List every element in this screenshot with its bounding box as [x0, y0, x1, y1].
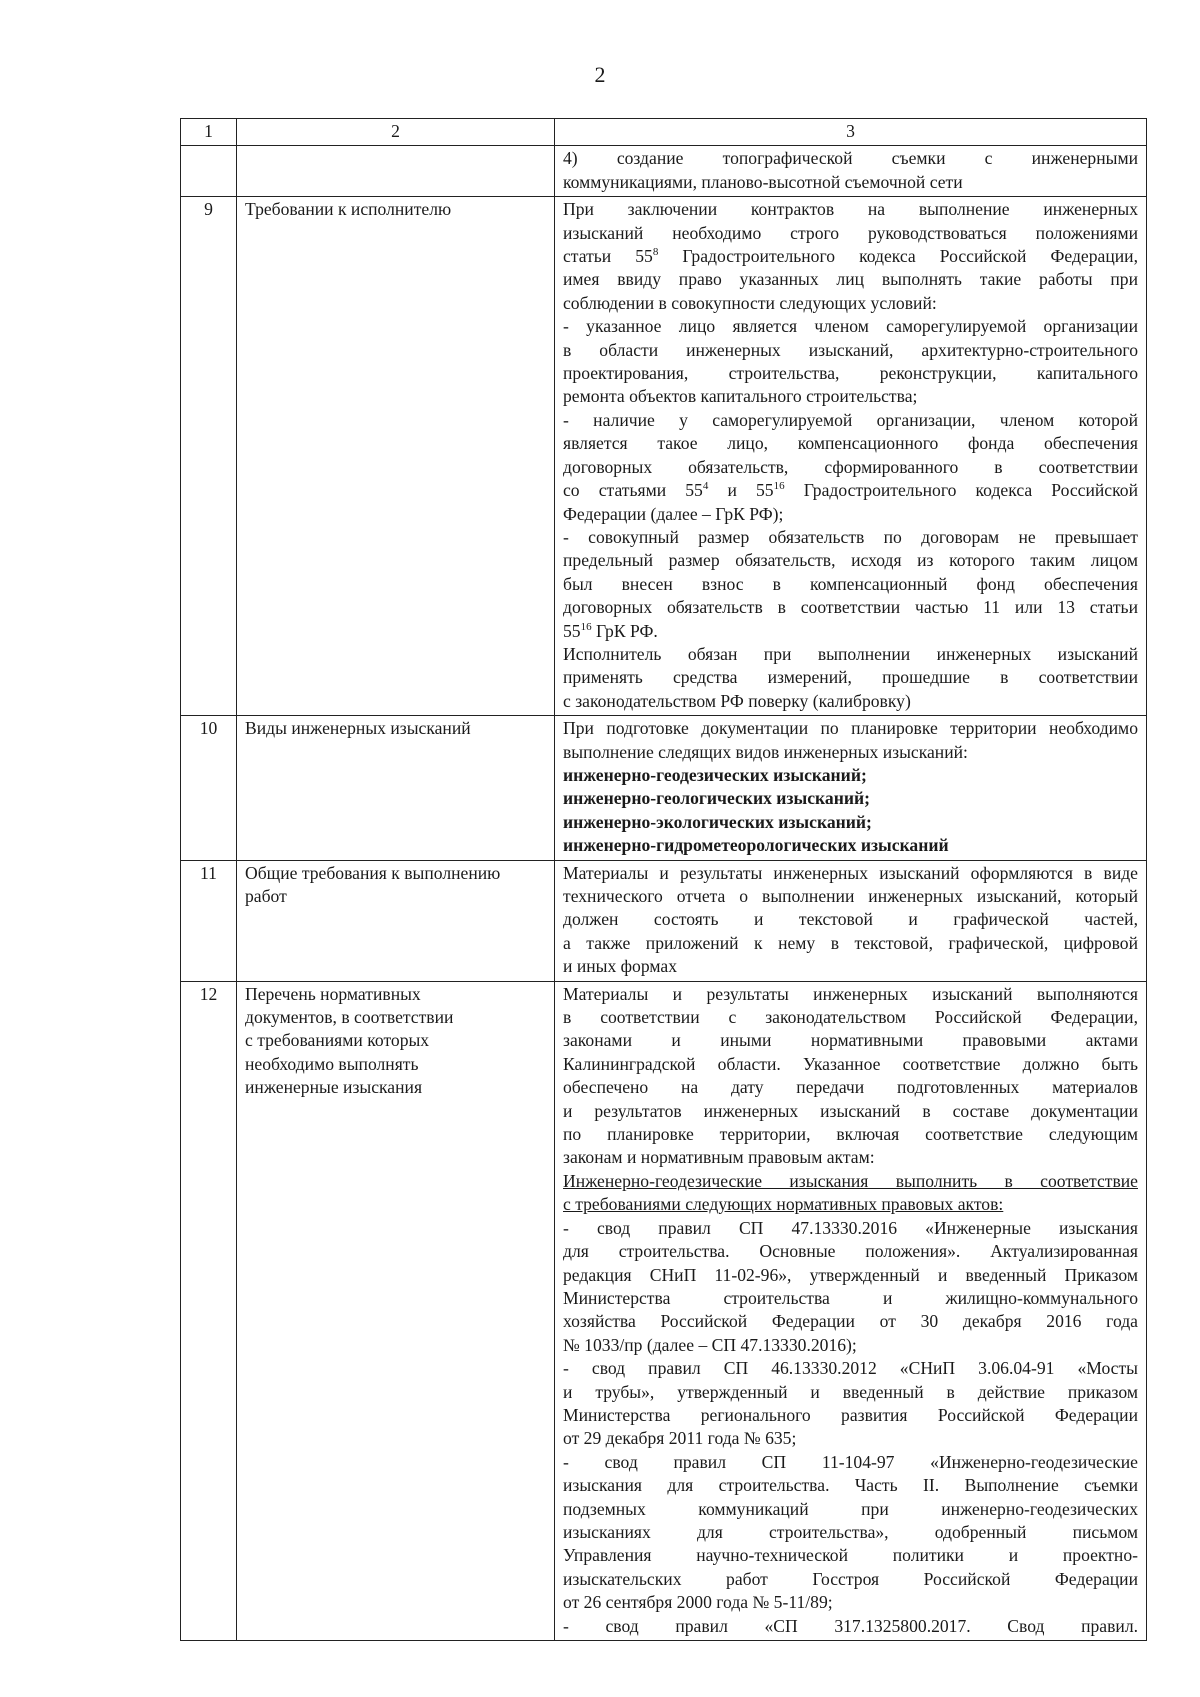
desc-line: с законодательством РФ поверку (калибровку)	[563, 690, 911, 711]
desc-line: технического отчета о выполнении инженерных изысканий, который	[563, 886, 1138, 906]
desc-line: и трубы», утвержденный и введенный в действие приказом	[563, 1381, 1138, 1402]
row-name	[237, 981, 555, 1640]
row-number	[181, 146, 237, 197]
row-name: Виды инженерных изысканий	[237, 716, 555, 860]
desc-line: Материалы и результаты инженерных изысканий выполняются	[563, 983, 1138, 1004]
desc-line: изыскания для строительства. Часть II. Выполнение съемки	[563, 1475, 1138, 1496]
desc-line: выполнение следящих видов инженерных изысканий:	[563, 741, 968, 762]
desc-line: - свод правил СП 11-104-97 «Инженерно-геодезические	[563, 1451, 1138, 1472]
desc-line	[563, 479, 1138, 502]
desc-text: со статьями 55	[563, 480, 703, 501]
desc-line: При подготовке документации по планировке территории необходимо	[563, 718, 1138, 739]
desc-line: - свод правил СП 47.13330.2016 «Инженерные изыскания	[563, 1217, 1138, 1238]
desc-line	[563, 620, 1138, 643]
desc-line: Министерства регионального развития Российской Федерации	[563, 1404, 1138, 1425]
desc-line: должен состоять и текстовой и графической частей,	[563, 909, 1138, 930]
desc-line: При заключении контрактов на выполнение инженерных	[563, 199, 1138, 220]
row-number: 12	[181, 981, 237, 1640]
desc-line: и иных формах	[563, 956, 678, 977]
desc-line: в области инженерных изысканий, архитектурно-строительного	[563, 339, 1138, 360]
desc-text: ГрК РФ.	[591, 620, 658, 641]
desc-line: - свод правил СП 46.13330.2012 «СНиП 3.06.04-91 «Мосты	[563, 1358, 1138, 1379]
header-col-2: 2	[237, 119, 555, 146]
desc-line-bold: инженерно-экологических изысканий;	[563, 811, 872, 832]
desc-line: изыскательских работ Госстроя Российской Федерации	[563, 1568, 1138, 1589]
desc-line: и результатов инженерных изысканий в составе документации	[563, 1100, 1138, 1121]
desc-text: статьи 55	[563, 246, 653, 267]
desc-line: в соответствии с законодательством Российской Федерации,	[563, 1007, 1138, 1028]
desc-line-bold: инженерно-геологических изысканий;	[563, 788, 870, 809]
name-line: Перечень нормативных	[245, 983, 421, 1004]
desc-line	[563, 245, 1138, 268]
desc-line-bold: инженерно-гидрометеорологических изысканий	[563, 835, 949, 856]
table-row	[181, 197, 1147, 716]
desc-line: хозяйства Российской Федерации от 30 декабря 2016 года	[563, 1311, 1138, 1332]
name-line: работ	[245, 886, 287, 906]
desc-line: Управления научно-технической политики и проектно-	[563, 1545, 1138, 1566]
desc-line: от 29 декабря 2011 года № 635;	[563, 1428, 797, 1449]
desc-line: - указанное лицо является членом саморегулируемой организации	[563, 316, 1138, 337]
name-line: инженерные изыскания	[245, 1077, 423, 1098]
requirements-table	[180, 118, 1147, 1641]
desc-line: Министерства строительства и жилищно-коммунального	[563, 1287, 1138, 1308]
row-description	[555, 146, 1147, 197]
page-number: 2	[594, 62, 606, 87]
desc-line: а также приложений к нему в текстовой, графической, цифровой	[563, 932, 1138, 953]
table-header-row	[181, 119, 1147, 146]
desc-line: изысканий необходимо строго руководствоваться положениями	[563, 222, 1138, 243]
name-line: документов, в соответствии	[245, 1007, 454, 1028]
desc-line: по планировке территории, включая соответствие следующим	[563, 1124, 1138, 1145]
row-description	[555, 716, 1147, 860]
desc-line-underlined: Инженерно-геодезические изыскания выполнить в соответствие	[563, 1170, 1138, 1191]
table-row	[181, 981, 1147, 1640]
desc-line: законами и иными нормативными правовыми актами	[563, 1030, 1138, 1051]
name-line: Общие требования к выполнению	[245, 862, 501, 883]
desc-line: был внесен взнос в компенсационный фонд обеспечения	[563, 573, 1138, 594]
name-line: с требованиями которых	[245, 1030, 430, 1051]
desc-line: подземных коммуникаций при инженерно-геодезических	[563, 1498, 1138, 1519]
row-name: Требовании к исполнителю	[237, 197, 555, 716]
desc-line: проектирования, строительства, реконструкции, капитального	[563, 363, 1138, 384]
desc-line: № 1033/пр (далее – СП 47.13330.2016);	[563, 1334, 857, 1355]
row-name	[237, 860, 555, 981]
superscript: 8	[652, 246, 659, 259]
desc-line: предельный размер обязательств, исходя из которого таким лицом	[563, 550, 1138, 571]
desc-line: законам и нормативным правовым актам:	[563, 1147, 875, 1168]
desc-line: договорных обязательств, сформированного в соответствии	[563, 456, 1138, 477]
desc-line: имея ввиду право указанных лиц выполнять такие работы при	[563, 269, 1138, 290]
header-col-1: 1	[181, 119, 237, 146]
desc-line: договорных обязательств в соответствии частью 11 или 13 статьи	[563, 597, 1138, 618]
superscript: 4	[702, 480, 709, 493]
desc-line: - свод правил «СП 317.1325800.2017. Свод правил.	[563, 1615, 1138, 1636]
desc-text: и 55	[708, 480, 774, 501]
row-number: 9	[181, 197, 237, 716]
header-col-3: 3	[555, 119, 1147, 146]
desc-line: коммуникациями, планово-высотной съемочной сети	[563, 171, 963, 192]
superscript: 16	[580, 620, 592, 633]
desc-line: Калининградской области. Указанное соответствие должно быть	[563, 1053, 1138, 1074]
desc-line-underlined: с требованиями следующих нормативных правовых актов:	[563, 1194, 1004, 1215]
desc-line: соблюдении в совокупности следующих условий:	[563, 292, 937, 313]
desc-line: Исполнитель обязан при выполнении инженерных изысканий	[563, 643, 1138, 664]
desc-line-bold: инженерно-геодезических изысканий;	[563, 764, 867, 785]
table-row	[181, 146, 1147, 197]
desc-line: применять средства измерений, прошедшие в соответствии	[563, 667, 1138, 688]
table-row	[181, 716, 1147, 860]
desc-line: от 26 сентября 2000 года № 5-11/89;	[563, 1592, 833, 1613]
row-number: 10	[181, 716, 237, 860]
row-name	[237, 146, 555, 197]
superscript: 16	[773, 480, 785, 493]
desc-line: ремонта объектов капитального строительства;	[563, 386, 918, 407]
name-line: необходимо выполнять	[245, 1053, 419, 1074]
desc-text: Градостроительного кодекса Российской Федерации,	[658, 246, 1138, 267]
desc-line: изысканиях для строительства», одобренный письмом	[563, 1521, 1138, 1542]
desc-line: 4) создание топографической съемки с инженерными	[563, 148, 1138, 169]
desc-text: 55	[563, 620, 581, 641]
desc-line: для строительства. Основные положения». Актуализированная	[563, 1241, 1138, 1262]
desc-line: Материалы и результаты инженерных изысканий оформляются в виде	[563, 862, 1138, 883]
table-row	[181, 860, 1147, 981]
desc-line: Федерации (далее – ГрК РФ);	[563, 503, 784, 524]
desc-line: - совокупный размер обязательств по договорам не превышает	[563, 526, 1138, 547]
desc-line: является такое лицо, компенсационного фонда обеспечения	[563, 433, 1138, 454]
desc-line: - наличие у саморегулируемой организации, членом которой	[563, 409, 1138, 430]
desc-line: редакция СНиП 11-02-96», утвержденный и введенный Приказом	[563, 1264, 1138, 1285]
row-description	[555, 860, 1147, 981]
row-number: 11	[181, 860, 237, 981]
row-description	[555, 981, 1147, 1640]
desc-text: Градостроительного кодекса Российской	[784, 480, 1138, 501]
desc-line: обеспечено на дату передачи подготовленных материалов	[563, 1077, 1138, 1098]
row-description	[555, 197, 1147, 716]
